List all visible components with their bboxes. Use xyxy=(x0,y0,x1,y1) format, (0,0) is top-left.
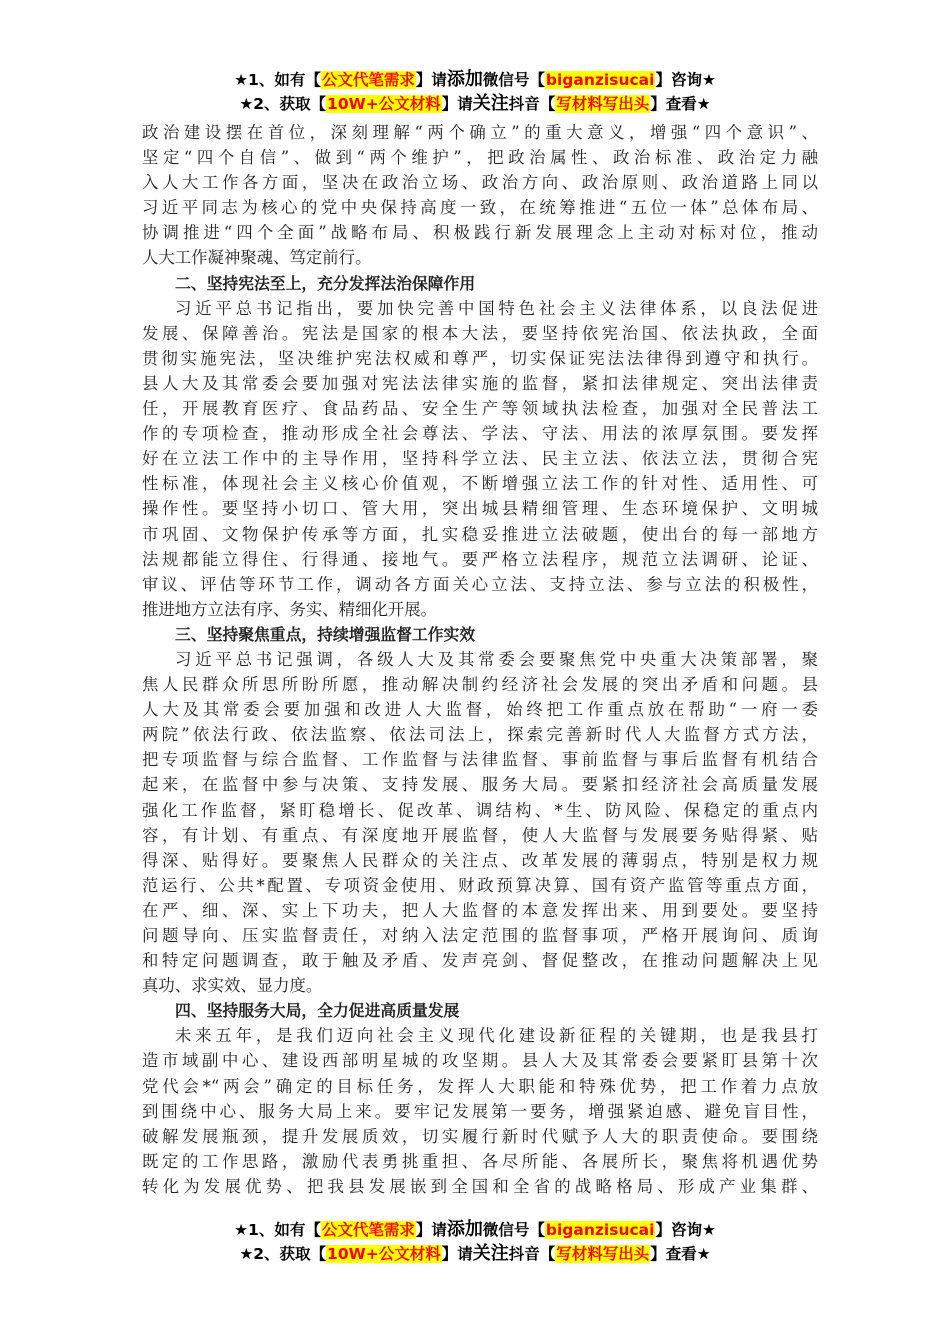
paragraph-line: 性标准，体现社会主义核心价值观，不断增强立法工作的针对性、适用性、可 xyxy=(142,474,818,494)
promo-line-1: ★1、如有【公文代笔需求】请添加微信号【biganzisucai】咨询★ xyxy=(234,1219,716,1240)
highlight-wechat-id: biganzisucai xyxy=(545,71,655,89)
paragraph-line: 党代会*“两会”确定的目标任务，发挥人大职能和特殊优势，把工作着力点放 xyxy=(142,1076,818,1096)
paragraph-line: 和特定问题调查，敢于触及矛盾、发声亮剑、督促整改，在推动问题解决上见 xyxy=(142,951,818,971)
highlight-wechat-id: biganzisucai xyxy=(545,1221,655,1239)
promo-line-2: ★2、获取【10W+公文材料】请关注抖音【写材料写出头】查看★ xyxy=(239,93,711,114)
paragraph-line: 协调推进“四个全面”战略布局、积极践行新发展理念上主动对标对位，推动 xyxy=(142,223,818,243)
highlight-douyin-id: 写材料写出头 xyxy=(556,1245,650,1263)
paragraph-line: 在严、细、深、实上下功夫，把人大监督的本意发挥出来、用到要处。要坚持 xyxy=(142,900,818,920)
paragraph-line: 得深、贴得好。要聚焦人民群众的关注点、改革发展的薄弱点，特别是权力规 xyxy=(142,850,818,870)
paragraph-line: 县人大及其常委会要加强对宪法法律实施的监督，紧扣法律规定、突出法律责 xyxy=(142,373,818,393)
paragraph-line: 法规都能立得住、行得通、接地气。要严格立法程序，规范立法调研、论证、 xyxy=(142,549,818,569)
promo-line-2: ★2、获取【10W+公文材料】请关注抖音【写材料写出头】查看★ xyxy=(239,1243,711,1264)
paragraph-line: 贯彻实施宪法，坚决维护宪法权威和尊严，切实保证宪法法律得到遵守和执行。 xyxy=(142,348,818,368)
section-heading: 三、坚持聚焦重点，持续增强监督工作实效 xyxy=(175,624,476,644)
promo-banner-top xyxy=(0,68,950,116)
paragraph-line: 习近平同志为核心的党中央保持高度一致，在统筹推进“五位一体”总体布局、 xyxy=(142,198,818,218)
paragraph-line: 习近平总书记强调，各级人大及其常委会要聚焦党中央重大决策部署，聚 xyxy=(175,649,818,669)
paragraph-line: 把专项监督与综合监督、工作监督与法律监督、事前监督与事后监督有机结合 xyxy=(142,750,818,770)
paragraph-line: 未来五年，是我们迈向社会主义现代化建设新征程的关键期，也是我县打 xyxy=(175,1026,818,1046)
paragraph-line: 操作性。要坚持小切口、管大用，突出城县精细管理、生态环境保护、文明城 xyxy=(142,499,818,519)
highlight-materials: 10W+公文材料 xyxy=(327,95,441,113)
highlight-materials: 10W+公文材料 xyxy=(327,1245,441,1263)
paragraph-line: 任，开展教育医疗、食品药品、安全生产等领域执法检查，加强对全民普法工 xyxy=(142,399,818,419)
paragraph-line: 两院”依法行政、依法监察、依法司法上，探索完善新时代人大监督方式方法， xyxy=(142,725,818,745)
paragraph-line: 坚定“四个自信”、做到“两个维护”，把政治属性、政治标准、政治定力融 xyxy=(142,148,818,168)
paragraph-line: 既定的工作思路，激励代表勇挑重担、各尽所能、各展所长，聚焦将机遇优势 xyxy=(142,1151,818,1171)
paragraph-line: 审议、评估等环节工作，调动各方面关心立法、支持立法、参与立法的积极性， xyxy=(142,574,818,594)
paragraph-line: 习近平总书记指出，要加快完善中国特色社会主义法律体系，以良法促进 xyxy=(175,298,818,318)
paragraph-line: 政治建设摆在首位，深刻理解“两个确立”的重大意义，增强“四个意识”、 xyxy=(142,123,818,142)
document-body xyxy=(142,120,818,1199)
paragraph-line: 焦人民群众所思所盼所愿，推动解决制约经济社会发展的突出矛盾和问题。县 xyxy=(142,675,818,695)
paragraph-line: 市巩固、文物保护传承等方面，扎实稳妥推进立法破题，使出台的每一部地方 xyxy=(142,524,818,544)
paragraph-line: 造市域副中心、建设西部明星城的攻坚期。县人大及其常委会要紧盯县第十次 xyxy=(142,1051,818,1071)
highlight-douyin-id: 写材料写出头 xyxy=(556,95,650,113)
promo-banner-bottom xyxy=(0,1218,950,1266)
paragraph-line: 范运行、公共*配置、专项资金使用、财政预算决算、国有资产监管等重点方面， xyxy=(142,875,818,895)
promo-line-1: ★1、如有【公文代笔需求】请添加微信号【biganzisucai】咨询★ xyxy=(234,69,716,90)
paragraph-line: 真功、求实效、显力度。 xyxy=(142,976,323,996)
paragraph-line: 入人大工作各方面，坚决在政治立场、政治方向、政治原则、政治道路上同以 xyxy=(142,173,818,193)
paragraph-line: 容，有计划、有重点、有深度地开展监督，使人大监督与发展要务贴得紧、贴 xyxy=(142,825,818,845)
section-heading: 二、坚持宪法至上，充分发挥法治保障作用 xyxy=(175,273,476,293)
paragraph-line: 作的专项检查，推动形成全社会尊法、学法、守法、用法的浓厚氛围。要发挥 xyxy=(142,424,818,444)
highlight-service: 公文代笔需求 xyxy=(321,1221,415,1239)
paragraph-line: 推进地方立法有序、务实、精细化开展。 xyxy=(142,599,438,619)
paragraph-line: 发展、保障善治。宪法是国家的根本大法，要坚持依宪治国、依法执政，全面 xyxy=(142,323,818,343)
paragraph-line: 转化为发展优势、把我县发展嵌到全国和全省的战略格局、形成产业集群、 xyxy=(142,1176,818,1196)
paragraph-line: 好在立法工作中的主导作用，坚持科学立法、民主立法、依法立法，贯彻合宪 xyxy=(142,449,818,469)
paragraph-line: 强化工作监督，紧盯稳增长、促改革、调结构、*生、防风险、保稳定的重点内 xyxy=(142,800,818,820)
paragraph-line: 起来，在监督中参与决策、支持发展、服务大局。要紧扣经济社会高质量发展 xyxy=(142,775,818,795)
paragraph-line: 到围绕中心、服务大局上来。要牢记发展第一要务，增强紧迫感、避免盲目性， xyxy=(142,1101,818,1121)
highlight-service: 公文代笔需求 xyxy=(321,71,415,89)
paragraph-line: 问题导向、压实监督责任，对纳入法定范围的监督事项，严格开展询问、质询 xyxy=(142,926,818,945)
paragraph-line: 人大及其常委会要加强和改进人大监督，始终把工作重点放在帮助“一府一委 xyxy=(142,700,818,720)
paragraph-line: 破解发展瓶颈，提升发展质效，切实履行新时代赋予人大的职责使命。要围绕 xyxy=(142,1126,818,1146)
section-heading: 四、坚持服务大局，全力促进高质量发展 xyxy=(175,1001,460,1021)
paragraph-line: 人大工作凝神聚魂、笃定前行。 xyxy=(142,248,372,268)
